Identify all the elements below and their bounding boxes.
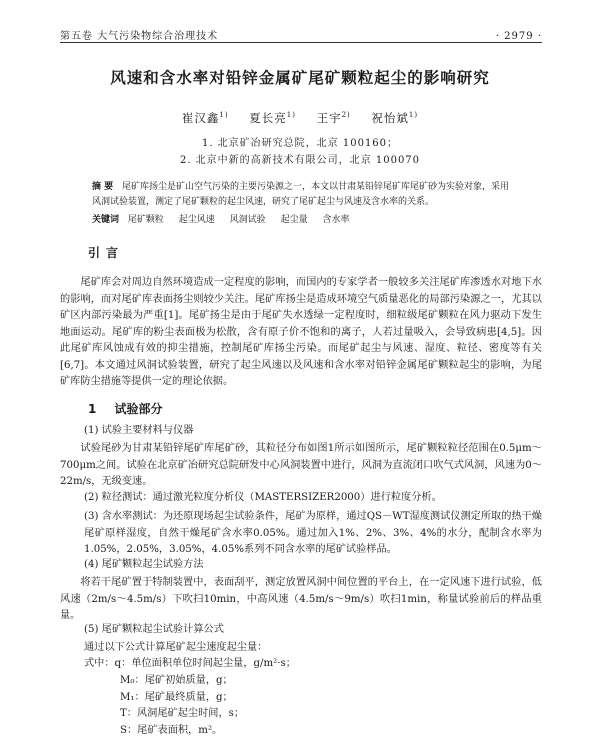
abstract-label: 摘 要 [92, 182, 114, 192]
subsection-title: (4) 尾矿颗粒起尘试验方法 [84, 559, 204, 570]
keyword: 起尘风速 [178, 215, 215, 225]
variable-definition: M₀：尾矿初始质量，g； [120, 674, 233, 686]
formula-intro: 通过以下公式计算尾矿起尘速度起尘量： [84, 642, 268, 653]
journal-name: 第五卷 大气污染物综合治理技术 [60, 31, 219, 42]
keywords [92, 212, 510, 225]
variable-definition: T：风洞尾矿起尘时间，s； [120, 708, 245, 720]
subsection-paragraph: (3) 含水率测试：为还原现场起尘试验条件，尾矿为原样，通过QS－WT湿度测试仪测定所取的热干燥尾矿原样湿度，自然干燥尾矿含水率0.05%。通过加入1%、2%、3%、4%的水分，配制含水率为1.05%，2.05%，3.05%，4.05%系列不同含水率的尾矿试验样品。 [84, 511, 542, 555]
intro-heading: 引言 [88, 246, 125, 260]
subsection-title: (2) 粒径测试：通过激光粒度分析仪（MASTERSIZER2000）进行粒度分析。 [84, 492, 442, 503]
variable-list [84, 656, 296, 740]
variable-definition: S：尾矿表面积，m²。 [120, 725, 223, 737]
subsection-paragraph: 将若干尾矿置于特制装置中，表面刮平，测定放置风洞中间位置的平台上，在一定风速下进行试验，低风速（2m/s～4.5m/s）下吹扫10min，中高风速（4.5m/s～9m/s）吹扫1min，称量试验前后的样品重量。 [60, 577, 542, 621]
paper-title: 风速和含水率对铅锌金属矿尾矿颗粒起尘的影响研究 [110, 69, 490, 87]
abstract [92, 180, 510, 210]
keyword: 风洞试验 [229, 215, 266, 225]
subsection-paragraph: 试验尾砂为甘肃某铅锌尾矿库尾矿砂，其粒径分布如图1所示如图所示，尾矿颗粒粒径范围在0.5μm～700μm之间。试验在北京矿冶研究总院研发中心风洞装置中进行，风洞为直流闭口吹气式风洞，风速为0～22m/s，无级变速。 [60, 443, 542, 487]
intro-paragraph: 尾矿库会对周边自然环境造成一定程度的影响，而国内的专家学者一般较多关注尾矿库渗透水对地下水的影响，而对尾矿库表面扬尘则较少关注。尾矿库扬尘是造成环境空气质量恶化的局部污染源之一，尤其以矿区内部污染最为严重[1]。尾矿扬尘是由于尾矿失水透绿一定程度时，细粒级尾矿颗粒在风力驱动下发生地面运动。尾矿库的粉尘表面极为松散，含有原子价不饱和的离子，人若过量吸入，会导致病患[4,5]。因此尾矿库风蚀成有效的抑尘措施，控制尾矿库扬尘污染。而尾矿起尘与风速、湿度、粒径、密度等有关[6,7]。本文通过风洞试验装置，研究了起尘风速以及风速和含水率对铅锌金属尾矿颗粒起尘的影响，为尾矿库防尘措施等提供一定的理论依据。 [60, 277, 542, 387]
author: 崔汉鑫$^{1)}$ [181, 111, 229, 125]
author: 王宇$^{2)}$ [316, 111, 351, 125]
section-title: 试验部分 [114, 402, 163, 416]
page-number: · 2979 · [495, 31, 542, 42]
keyword: 尾矿颗粒 [127, 215, 164, 225]
section-heading [88, 400, 163, 417]
running-header [60, 22, 542, 42]
author: 祝怡斌$^{1)}$ [371, 111, 419, 125]
keyword: 起尘量 [280, 215, 308, 225]
subsection-title: (1) 试验主要材料与仪器 [84, 425, 194, 436]
author: 夏长亮$^{1)}$ [249, 111, 296, 125]
variable-definition: M₁：尾矿最终质量，g； [120, 691, 233, 703]
affiliation: 1. 北京矿冶研究总院，北京 100160； [201, 138, 399, 149]
subsection-title: (5) 尾矿颗粒起尘试验计算公式 [84, 624, 224, 635]
affiliation: 2. 北京中新的高新技术有限公司，北京 100070 [179, 155, 421, 166]
author-list [0, 110, 600, 126]
keywords-label: 关键词 [92, 215, 120, 225]
header-rule [60, 42, 542, 43]
section-number: 1 [88, 402, 97, 416]
abstract-text: 尾矿库扬尘是矿山空气污染的主要污染源之一，本文以甘肃某铅锌尾矿库尾矿砂为实验对象，采用风洞试验装置，测定了尾矿颗粒的起尘风速，研究了尾矿起尘与风速及含水率的关系。 [92, 182, 510, 207]
keyword: 含水率 [322, 215, 350, 225]
variable-definition: 式中：q：单位面积单位时间起尘量，g/m²·s； [84, 658, 296, 669]
